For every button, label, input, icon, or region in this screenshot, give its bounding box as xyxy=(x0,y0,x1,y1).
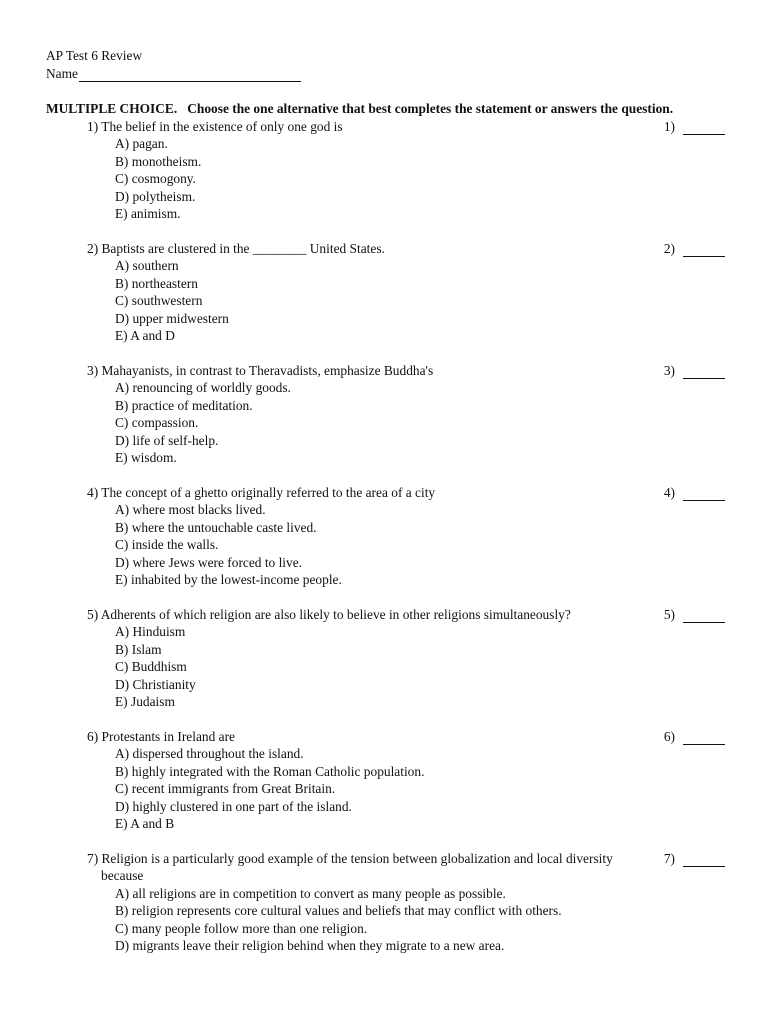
option-c[interactable]: C) cosmogony. xyxy=(115,171,196,187)
question-2 xyxy=(87,240,727,344)
answer-number: 7) xyxy=(663,851,675,866)
option-c[interactable]: C) Buddhism xyxy=(115,659,187,675)
answer-number: 4) xyxy=(663,485,675,500)
question-text-continued: because xyxy=(101,868,144,884)
option-a[interactable]: A) southern xyxy=(115,258,179,274)
section-heading: MULTIPLE CHOICE. xyxy=(46,101,178,116)
question-text: 7) Religion is a particularly good example of the tension between globalization and local diversity xyxy=(87,851,613,866)
option-a[interactable]: A) pagan. xyxy=(115,136,168,152)
name-blank-line[interactable] xyxy=(79,67,301,82)
option-e[interactable]: E) Judaism xyxy=(115,694,175,710)
question-stem xyxy=(87,850,637,885)
option-c[interactable]: C) southwestern xyxy=(115,293,203,309)
option-a[interactable]: A) where most blacks lived. xyxy=(115,502,266,518)
option-c[interactable]: C) recent immigrants from Great Britain. xyxy=(115,781,336,797)
question-6 xyxy=(87,728,727,832)
question-stem xyxy=(87,240,637,257)
option-e[interactable]: E) inhabited by the lowest-income people. xyxy=(115,572,342,588)
question-5 xyxy=(87,606,727,710)
option-d[interactable]: D) where Jews were forced to live. xyxy=(115,554,303,570)
question-text: 4) The concept of a ghetto originally referred to the area of a city xyxy=(87,485,436,500)
answer-blank-line[interactable] xyxy=(683,853,725,867)
question-text: 6) Protestants in Ireland are xyxy=(87,729,235,744)
answer-blank-line[interactable] xyxy=(683,365,725,379)
question-4 xyxy=(87,484,727,588)
name-label: Name xyxy=(46,66,78,81)
answer-blank-line[interactable] xyxy=(683,731,725,745)
question-3 xyxy=(87,362,727,466)
option-a[interactable]: A) dispersed throughout the island. xyxy=(115,746,304,762)
answer-slot xyxy=(657,118,725,135)
answer-number: 6) xyxy=(663,729,675,744)
option-b[interactable]: B) practice of meditation. xyxy=(115,397,253,413)
name-row xyxy=(46,65,301,82)
option-b[interactable]: B) northeastern xyxy=(115,275,198,291)
question-stem xyxy=(87,362,637,379)
option-e[interactable]: E) wisdom. xyxy=(115,450,177,466)
option-d[interactable]: D) polytheism. xyxy=(115,188,196,204)
answer-slot xyxy=(657,850,725,867)
option-e[interactable]: E) A and B xyxy=(115,816,175,832)
option-c[interactable]: C) many people follow more than one religion. xyxy=(115,920,368,936)
question-text: 5) Adherents of which religion are also likely to believe in other religions simultaneously? xyxy=(87,607,571,622)
answer-blank-line[interactable] xyxy=(683,243,725,257)
option-list xyxy=(87,623,727,710)
answer-blank-line[interactable] xyxy=(683,609,725,623)
option-a[interactable]: A) renouncing of worldly goods. xyxy=(115,380,291,396)
answer-blank-line[interactable] xyxy=(683,487,725,501)
option-c[interactable]: C) inside the walls. xyxy=(115,537,219,553)
option-b[interactable]: B) Islam xyxy=(115,641,162,657)
question-1 xyxy=(87,118,727,222)
option-b[interactable]: B) highly integrated with the Roman Catholic population. xyxy=(115,763,425,779)
option-d[interactable]: D) upper midwestern xyxy=(115,310,229,326)
answer-slot xyxy=(657,484,725,501)
answer-slot xyxy=(657,362,725,379)
option-c[interactable]: C) compassion. xyxy=(115,415,199,431)
document-title: AP Test 6 Review xyxy=(46,48,143,63)
question-text: 2) Baptists are clustered in the ________ United States. xyxy=(87,241,385,256)
option-d[interactable]: D) Christianity xyxy=(115,676,196,692)
option-b[interactable]: B) where the untouchable caste lived. xyxy=(115,519,317,535)
option-a[interactable]: A) all religions are in competition to convert as many people as possible. xyxy=(115,885,506,901)
answer-number: 5) xyxy=(663,607,675,622)
answer-slot xyxy=(657,606,725,623)
option-d[interactable]: D) migrants leave their religion behind when they migrate to a new area. xyxy=(115,938,505,954)
answer-slot xyxy=(657,240,725,257)
question-text: 3) Mahayanists, in contrast to Theravadists, emphasize Buddha's xyxy=(87,363,434,378)
answer-number: 3) xyxy=(663,363,675,378)
option-d[interactable]: D) highly clustered in one part of the island. xyxy=(115,798,352,814)
option-list xyxy=(87,379,727,466)
answer-slot xyxy=(657,728,725,745)
question-7 xyxy=(87,850,727,954)
question-stem xyxy=(87,118,637,135)
option-list xyxy=(87,501,727,588)
answer-number: 1) xyxy=(663,119,675,134)
answer-number: 2) xyxy=(663,241,675,256)
question-stem xyxy=(87,484,637,501)
question-text: 1) The belief in the existence of only one god is xyxy=(87,119,343,134)
question-stem xyxy=(87,728,637,745)
option-e[interactable]: E) animism. xyxy=(115,206,181,222)
answer-blank-line[interactable] xyxy=(683,121,725,135)
option-d[interactable]: D) life of self-help. xyxy=(115,432,219,448)
option-b[interactable]: B) religion represents core cultural values and beliefs that may conflict with others. xyxy=(115,903,562,919)
option-list xyxy=(87,257,727,344)
option-list xyxy=(87,885,727,955)
option-b[interactable]: B) monotheism. xyxy=(115,153,202,169)
question-stem xyxy=(87,606,637,623)
option-e[interactable]: E) A and D xyxy=(115,328,175,344)
option-a[interactable]: A) Hinduism xyxy=(115,624,186,640)
option-list xyxy=(87,745,727,832)
option-list xyxy=(87,135,727,222)
section-instructions xyxy=(46,100,673,117)
instructions-text: Choose the one alternative that best completes the statement or answers the question. xyxy=(187,101,674,116)
